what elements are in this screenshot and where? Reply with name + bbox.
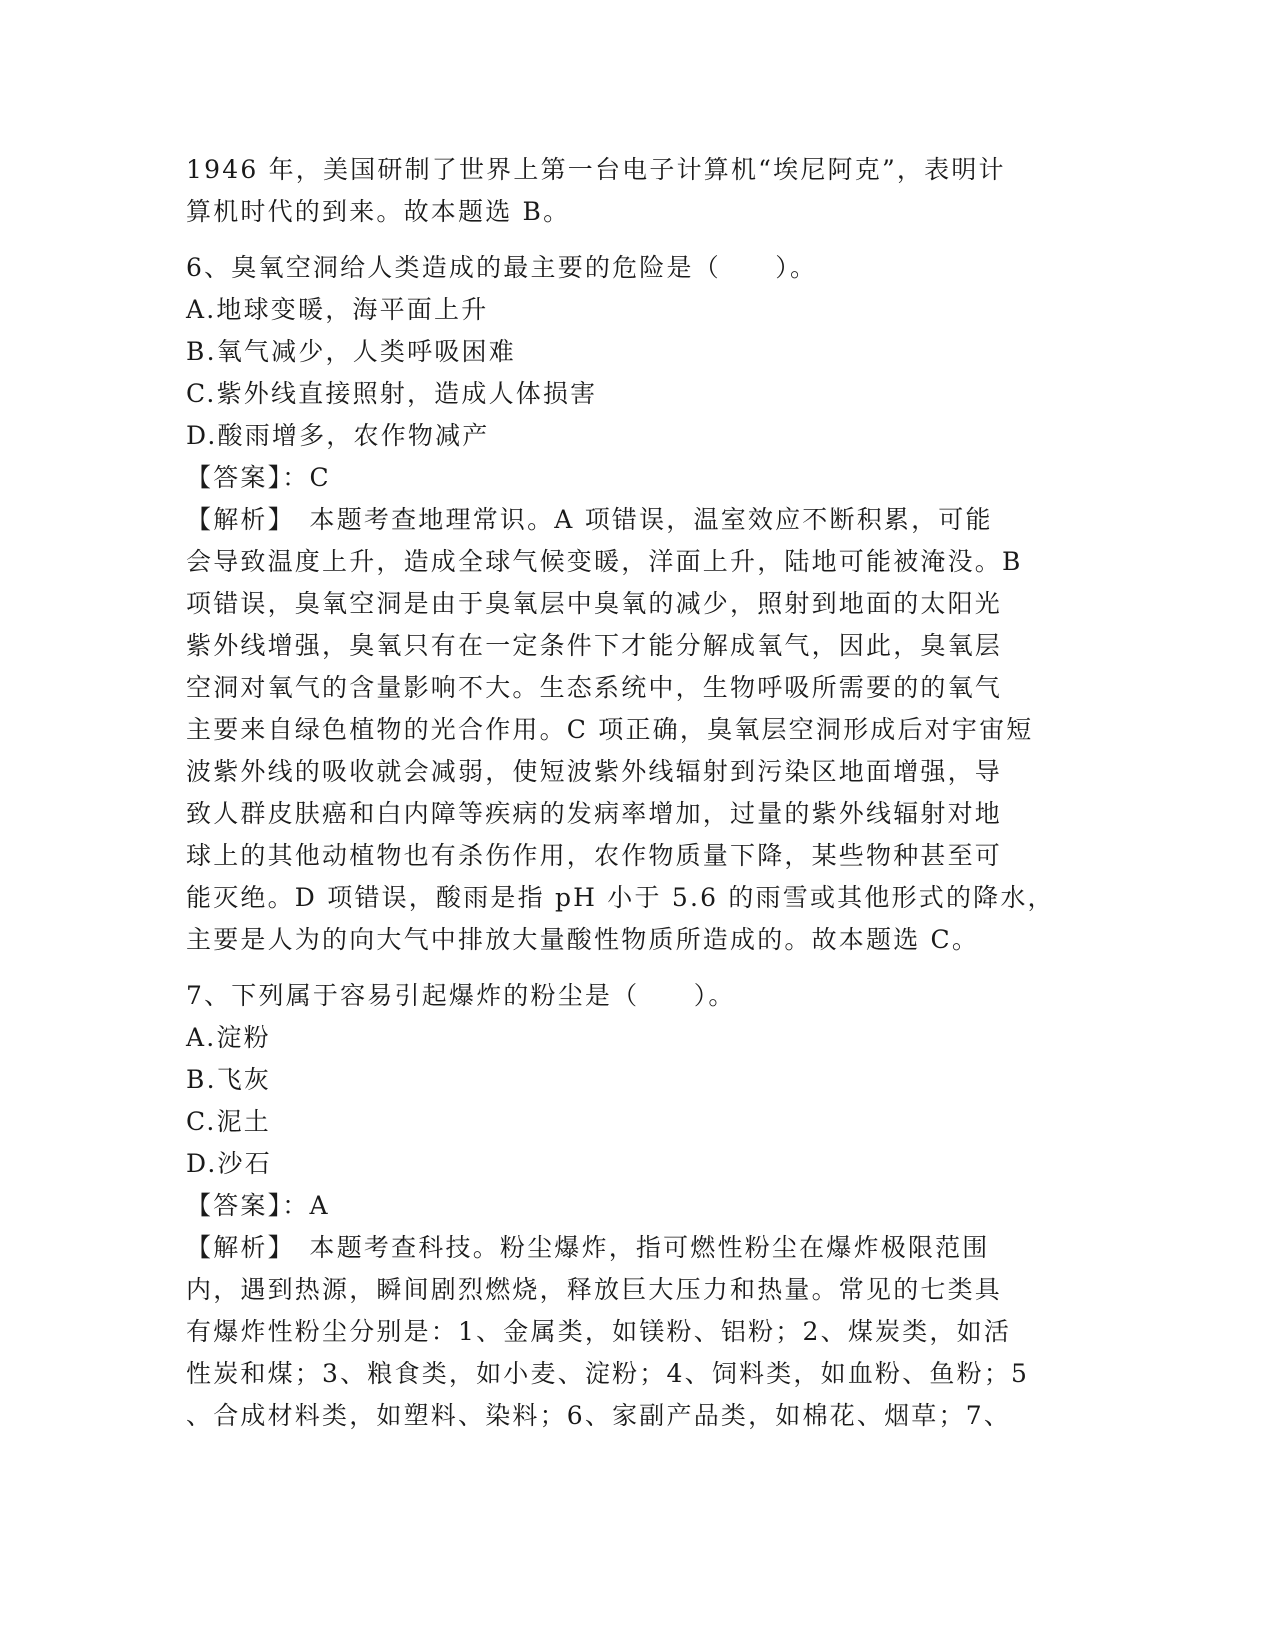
explanation-block <box>186 1227 1066 1437</box>
answer-line: 【答案】：C <box>186 463 331 492</box>
text-line: 1946 年，美国研制了世界上第一台电子计算机“埃尼阿克”，表明计 <box>186 155 1006 184</box>
text-line: 、合成材料类，如塑料、染料；6、家副产品类，如棉花、烟草；7、 <box>186 1401 1012 1430</box>
text-line: 空洞对氧气的含量影响不大。生态系统中，生物呼吸所需要的的氧气 <box>186 673 1003 702</box>
text-line: 性炭和煤；3、粮食类，如小麦、淀粉；4、饲料类，如血粉、鱼粉；5 <box>186 1359 1030 1388</box>
option-d: D.酸雨增多，农作物减产 <box>186 421 490 450</box>
answer-line: 【答案】：A <box>186 1191 330 1220</box>
text-line: 会导致温度上升，造成全球气候变暖，洋面上升，陆地可能被淹没。B <box>186 547 1023 576</box>
q5-explanation-tail <box>186 149 1066 233</box>
text-line: 主要来自绿色植物的光合作用。C 项正确，臭氧层空洞形成后对宇宙短 <box>186 715 1034 744</box>
explanation-block <box>186 499 1066 961</box>
question-6 <box>186 247 1066 961</box>
text-line: 内，遇到热源，瞬间剧烈燃烧，释放巨大压力和热量。常见的七类具 <box>186 1275 1003 1304</box>
text-line: 项错误，臭氧空洞是由于臭氧层中臭氧的减少，照射到地面的太阳光 <box>186 589 1003 618</box>
text-line: 波紫外线的吸收就会减弱，使短波紫外线辐射到污染区地面增强，导 <box>186 757 1003 786</box>
option-b: B.飞灰 <box>186 1065 272 1094</box>
option-c: C.紫外线直接照射，造成人体损害 <box>186 379 598 408</box>
text-line: 紫外线增强，臭氧只有在一定条件下才能分解成氧气，因此，臭氧层 <box>186 631 1003 660</box>
question-stem: 7、下列属于容易引起爆炸的粉尘是（ ）。 <box>186 981 736 1010</box>
question-stem: 6、臭氧空洞给人类造成的最主要的危险是（ ）。 <box>186 253 818 282</box>
text-line: 致人群皮肤癌和白内障等疾病的发病率增加，过量的紫外线辐射对地 <box>186 799 1003 828</box>
option-d: D.沙石 <box>186 1149 272 1178</box>
text-line: 【解析】 本题考查地理常识。A 项错误，温室效应不断积累，可能 <box>186 505 993 534</box>
text-line: 能灭绝。D 项错误，酸雨是指 pH 小于 5.6 的雨雪或其他形式的降水， <box>186 883 1055 912</box>
option-c: C.泥土 <box>186 1107 271 1136</box>
text-line: 算机时代的到来。故本题选 B。 <box>186 197 571 226</box>
text-line: 主要是人为的向大气中排放大量酸性物质所造成的。故本题选 C。 <box>186 925 980 954</box>
text-line: 【解析】 本题考查科技。粉尘爆炸，指可燃性粉尘在爆炸极限范围 <box>186 1233 990 1262</box>
text-line: 有爆炸性粉尘分别是：1、金属类，如镁粉、铝粉；2、煤炭类，如活 <box>186 1317 1012 1346</box>
text-line: 球上的其他动植物也有杀伤作用，农作物质量下降，某些物种甚至可 <box>186 841 1003 870</box>
page-content <box>186 149 1066 1437</box>
option-b: B.氧气减少，人类呼吸困难 <box>186 337 516 366</box>
option-a: A.淀粉 <box>186 1023 271 1052</box>
option-a: A.地球变暖，海平面上升 <box>186 295 489 324</box>
question-7 <box>186 975 1066 1437</box>
